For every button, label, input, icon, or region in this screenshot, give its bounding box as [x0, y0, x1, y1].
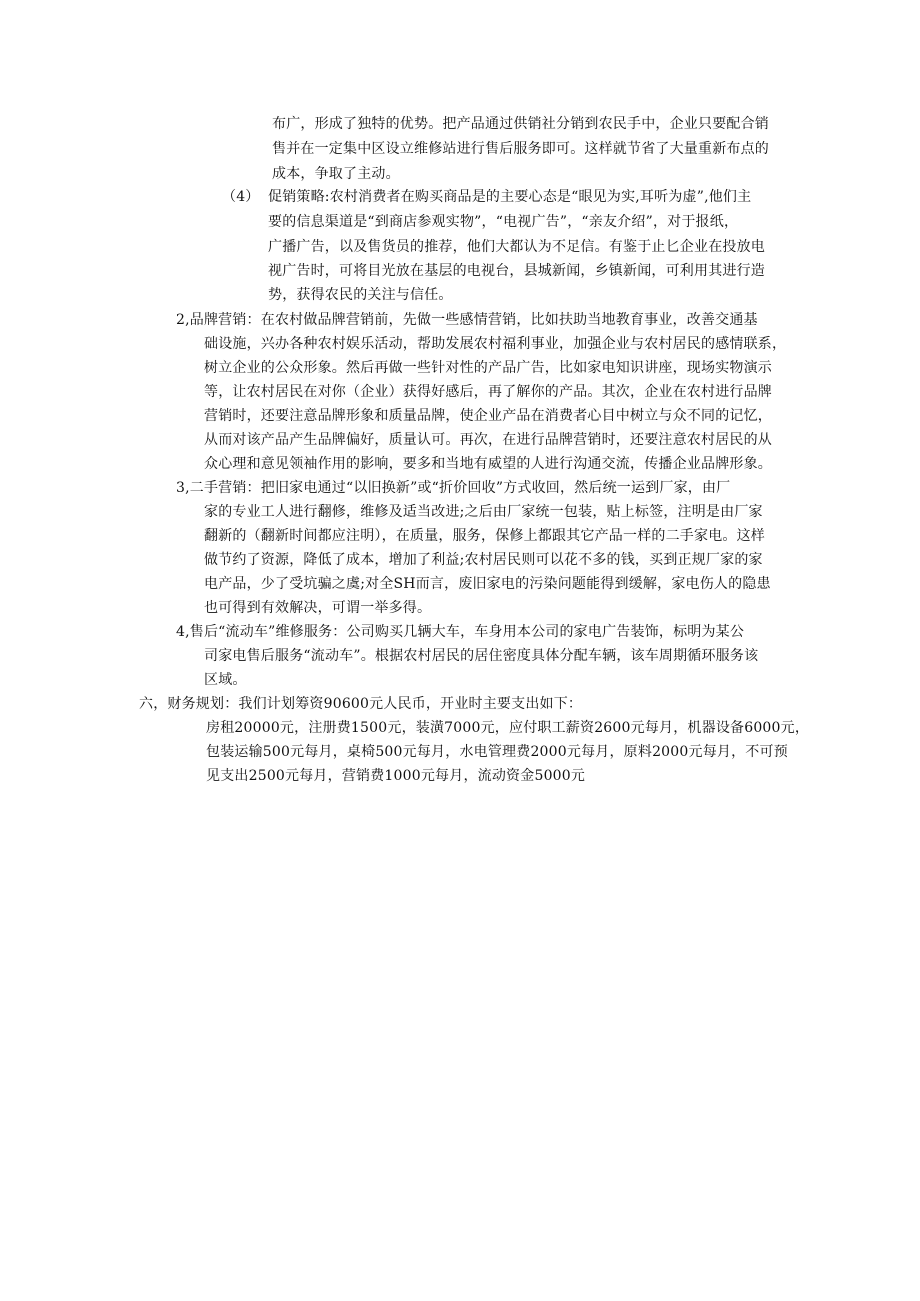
promotion-line: 视广告时，可将目光放在基层的电视台，县城新闻，乡镇新闻，可利用其进行造: [268, 263, 765, 279]
brand-line: 众心理和意见领袖作用的影响，要多和当地有威望的人进行沟通交流，传播企业品牌形象。: [204, 456, 772, 472]
promotion-line: 势，获得农民的关注与信任。: [268, 287, 453, 303]
promotion-line: 促销策略:农村消费者在购买商品是的主要心态是“眼见为实,耳听为虚”,他们主: [268, 189, 752, 205]
finance-line: 房租20000元，注册费1500元，装潢7000元，应付职工薪资2600元每月，机器设备6000元，: [206, 720, 810, 736]
secondhand-line: 家的专业工人进行翻修，维修及适当改进;之后由厂家统一包装，贴上标签，注明是由厂家: [204, 504, 763, 520]
secondhand-line: 电产品，少了受坑骗之虞;对全SH而言，废旧家电的污染问题能得到缓解，家电伤人的隐患: [204, 576, 771, 592]
aftersale-line: 4,售后“流动车”维修服务：公司购买几辆大车，车身用本公司的家电广告装饰，标明为某公: [176, 624, 745, 640]
finance-heading: 六，财务规划：我们计划筹资90600元人民币，开业时主要支出如下：: [139, 696, 583, 712]
brand-line: 等，让农村居民在对你（企业）获得好感后，再了解你的产品。其次，企业在农村进行品牌: [204, 384, 772, 400]
secondhand-line: 也可得到有效解决，可谓一举多得。: [204, 600, 432, 616]
promotion-line: 要的信息渠道是“到商店参观实物”，“电视广告”，“亲友介绍”，对于报纸，: [268, 214, 739, 230]
continuation-line: 成本，争取了主动。: [272, 166, 400, 182]
finance-line: 包装运输500元每月，桌椅500元每月，水电管理费2000元每月，原料2000元每月，不可预: [206, 744, 788, 760]
finance-line: 见支出2500元每月，营销费1000元每月，流动资金5000元: [206, 768, 586, 784]
brand-line: 营销时，还要注意品牌形象和质量品牌，使企业产品在消费者心目中树立与众不同的记忆，: [204, 408, 772, 424]
brand-line: 树立企业的公众形象。然后再做一些针对性的产品广告，比如家电知识讲座，现场实物演示: [204, 360, 772, 376]
aftersale-line: 区域。: [204, 672, 247, 688]
promotion-line: 广播广告，以及售货员的推荐，他们大都认为不足信。有鉴于止匕企业在投放电: [268, 239, 765, 255]
brand-line: 础设施，兴办各种农村娱乐活动，帮助发展农村福利事业，加强企业与农村居民的感情联系，: [204, 336, 787, 352]
brand-line: 2,品牌营销：在农村做品牌营销前，先做一些感情营销，比如扶助当地教育事业，改善交通基: [176, 312, 758, 328]
continuation-line: 售并在一定集中区设立维修站进行售后服务即可。这样就节省了大量重新布点的: [272, 141, 769, 157]
secondhand-line: 3,二手营销：把旧家电通过“以旧换新”或“折价回收”方式收回，然后统一运到厂家，由厂: [176, 480, 731, 496]
aftersale-line: 司家电售后服务“流动车”。根据农村居民的居住密度具体分配车辆，该车周期循环服务该: [204, 648, 759, 664]
promotion-marker: （4）: [222, 189, 260, 205]
secondhand-line: 翻新的（翻新时间都应注明），在质量，服务，保修上都跟其它产品一样的二手家电。这样: [204, 528, 765, 544]
continuation-line: 布广，形成了独特的优势。把产品通过供销社分销到农民手中，企业只要配合销: [272, 116, 769, 132]
brand-line: 从而对该产品产生品牌偏好，质量认可。再次，在进行品牌营销时，还要注意农村居民的从: [204, 432, 772, 448]
secondhand-line: 做节约了资源，降低了成本，增加了利益;农村居民则可以花不多的钱，买到正规厂家的家: [204, 552, 763, 568]
